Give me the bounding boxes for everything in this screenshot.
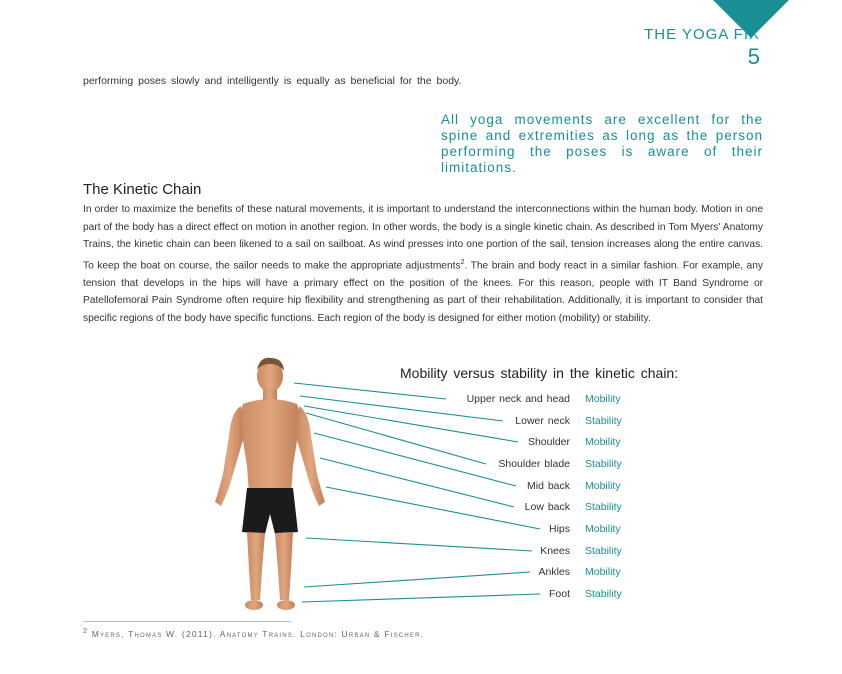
footnote-text: Myers, Thomas W. (2011). Anatomy Trains. London: Urban & Fischer. xyxy=(91,628,425,639)
role-value-lower-neck: Stability xyxy=(585,415,622,427)
role-value-shoulder-blade: Stability xyxy=(585,458,622,470)
region-label-ankles: Ankles xyxy=(538,566,570,578)
role-value-low-back: Stability xyxy=(585,501,622,513)
region-label-mid-back: Mid back xyxy=(526,480,570,492)
role-value-upper-neck: Mobility xyxy=(585,393,621,405)
region-label-upper-neck: Upper neck and head xyxy=(466,393,570,405)
role-value-foot: Stability xyxy=(585,588,622,600)
role-value-mid-back: Mobility xyxy=(585,480,621,492)
footnote-divider xyxy=(83,621,291,622)
region-label-hips: Hips xyxy=(548,523,570,535)
role-value-ankles: Mobility xyxy=(585,566,621,578)
footnote-marker: 2 xyxy=(83,627,89,635)
role-value-shoulder: Mobility xyxy=(585,436,621,448)
body-text-part-2: . The brain and body react in a similar fashion. For example, any tension that develops in the hips will have a primary effect on the position of the knees. For this reason, people with IT Band Syndrome or Patellofemoral Pain Syndrome often require hip flexibility and strengthening as part of their rehabilitation. Additionally, it is important to consider that specific regions of the body have specific functions. Each region of the body is designed for either motion (mobility) or stability. xyxy=(83,260,763,324)
region-label-shoulder: Shoulder xyxy=(527,436,570,448)
footnote xyxy=(83,627,424,639)
region-label-low-back: Low back xyxy=(524,501,570,513)
chart-title: Mobility versus stability in the kinetic chain: xyxy=(400,365,679,381)
footnote-ref-marker[interactable]: 2 xyxy=(460,258,465,266)
region-label-foot: Foot xyxy=(548,588,570,600)
region-label-shoulder-blade: Shoulder blade xyxy=(498,458,570,470)
role-value-hips: Mobility xyxy=(585,523,621,535)
page-number: 5 xyxy=(747,44,760,69)
region-label-lower-neck: Lower neck xyxy=(515,415,570,427)
role-value-knees: Stability xyxy=(585,545,622,557)
region-label-knees: Knees xyxy=(540,545,570,557)
body-text-part-1: In order to maximize the benefits of these natural movements, it is important to understand the interconnections within the human body. Motion in one part of the body has a direct effect on motion in another region. In other words, the body is a single kinetic chain. As described in Tom Myers' Anatomy Trains, the kinetic chain can been likened to a sail on sailboat. As wind presses into one portion of the sail, tension increases along the entire canvas. To keep the boat on course, the sailor needs to make the appropriate adjustments xyxy=(83,204,763,272)
pull-quote: All yoga movements are excellent for the spine and extremities as long as the person performing the poses is aware of their limitations. xyxy=(441,112,763,175)
section-title: The Kinetic Chain xyxy=(83,181,202,198)
intro-line: performing poses slowly and intelligently is equally as beneficial for the body. xyxy=(83,75,462,87)
header-brand: THE YOGA FIX xyxy=(644,26,760,43)
